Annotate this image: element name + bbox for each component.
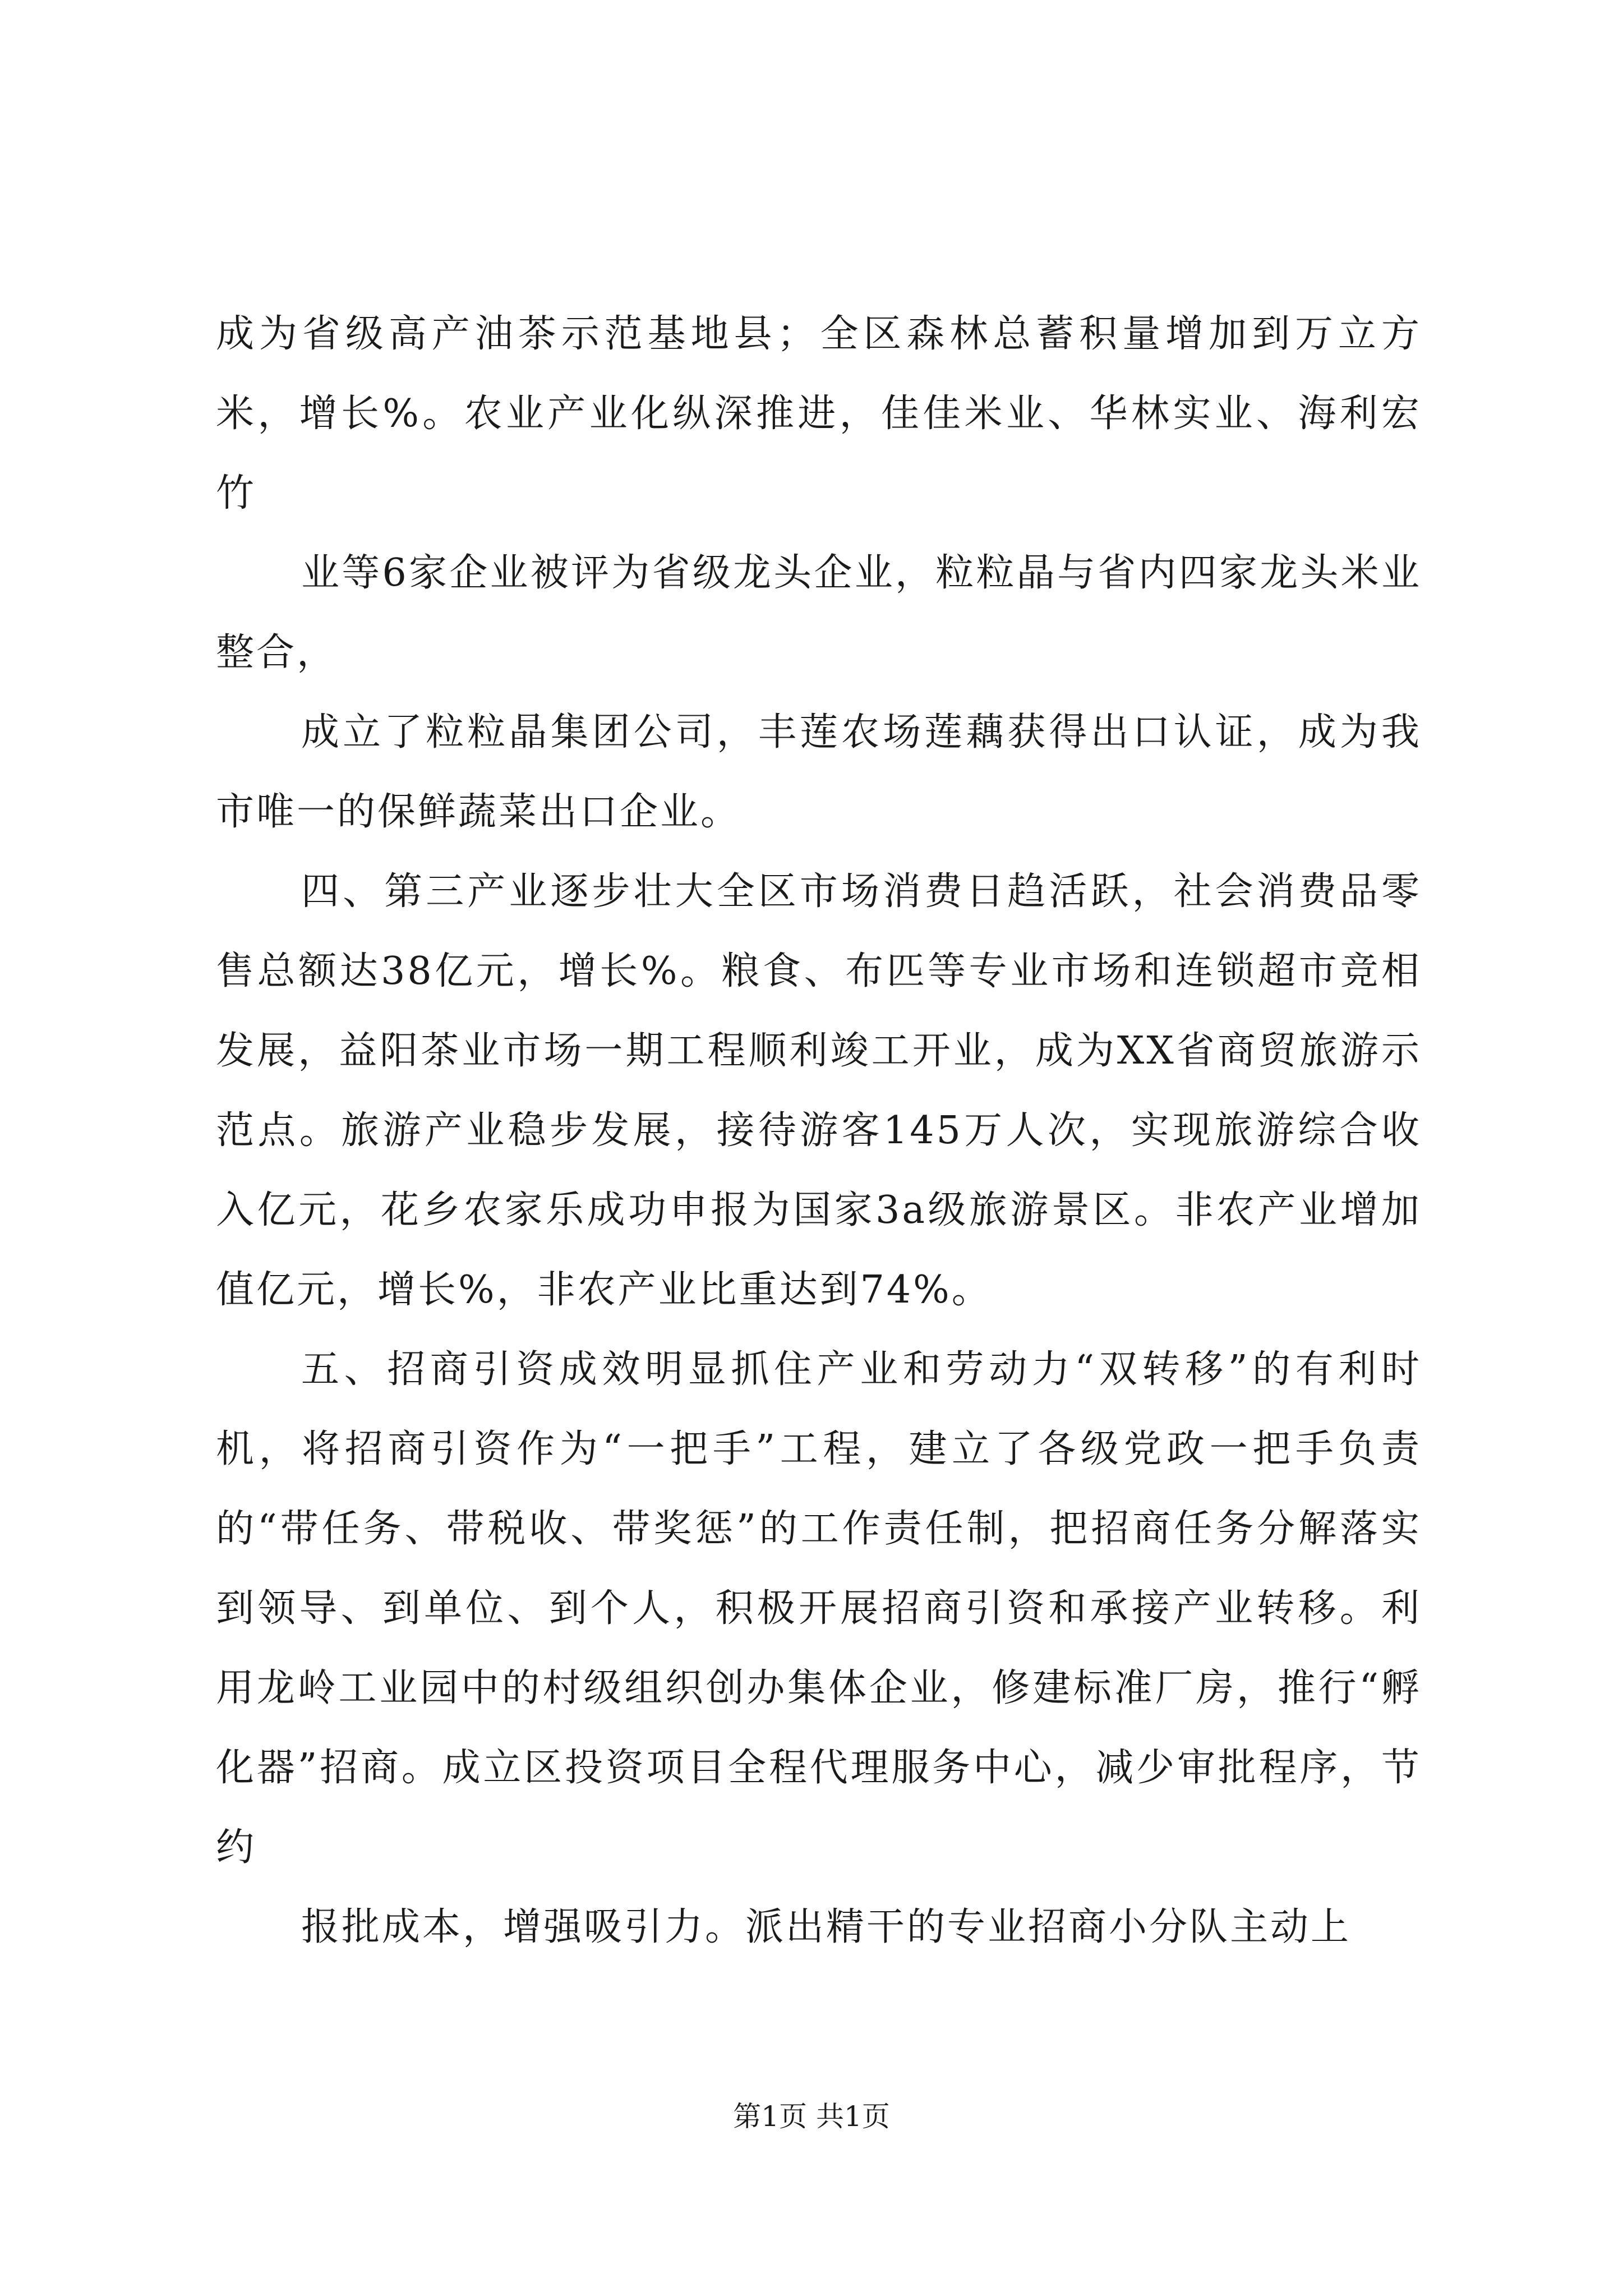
paragraph-4: 四、第三产业逐步壮大全区市场消费日趋活跃，社会消费品零售总额达38亿元，增长%。粮食、布匹等专业市场和连锁超市竞相发展，益阳茶业市场一期工程顺利竣工开业，成为XX省商贸旅游示范点。旅游产业稳步发展，接待游客145万人次，实现旅游综合收入亿元，花乡农家乐成功申报为国家3a级旅游景区。非农产业增加值亿元，增长%，非农产业比重达到74%。 bbox=[216, 869, 1422, 1312]
page-footer: 第1页 共1页 bbox=[733, 2100, 890, 2133]
paragraph-2: 业等6家企业被评为省级龙头企业，粒粒晶与省内四家龙头米业整合， bbox=[216, 551, 1422, 675]
paragraph-3: 成立了粒粒晶集团公司，丰莲农场莲藕获得出口认证，成为我市唯一的保鲜蔬菜出口企业。 bbox=[216, 710, 1422, 834]
paragraph-6: 报批成本，增强吸引力。派出精干的专业招商小分队主动上 bbox=[301, 1905, 1352, 1949]
paragraph-1: 成为省级高产油茶示范基地县；全区森林总蓄积量增加到万立方米，增长%。农业产业化纵深推进，佳佳米业、华林实业、海利宏竹 bbox=[216, 312, 1422, 516]
paragraph-5: 五、招商引资成效明显抓住产业和劳动力“双转移”的有利时机，将招商引资作为“一把手”工程，建立了各级党政一把手负责的“带任务、带税收、带奖惩”的工作责任制，把招商任务分解落实到领导、到单位、到个人，积极开展招商引资和承接产业转移。利用龙岭工业园中的村级组织创办集体企业，修建标准厂房，推行“孵化器”招商。成立区投资项目全程代理服务中心，减少审批程序，节约 bbox=[216, 1347, 1422, 1870]
document-body bbox=[216, 295, 1422, 1967]
